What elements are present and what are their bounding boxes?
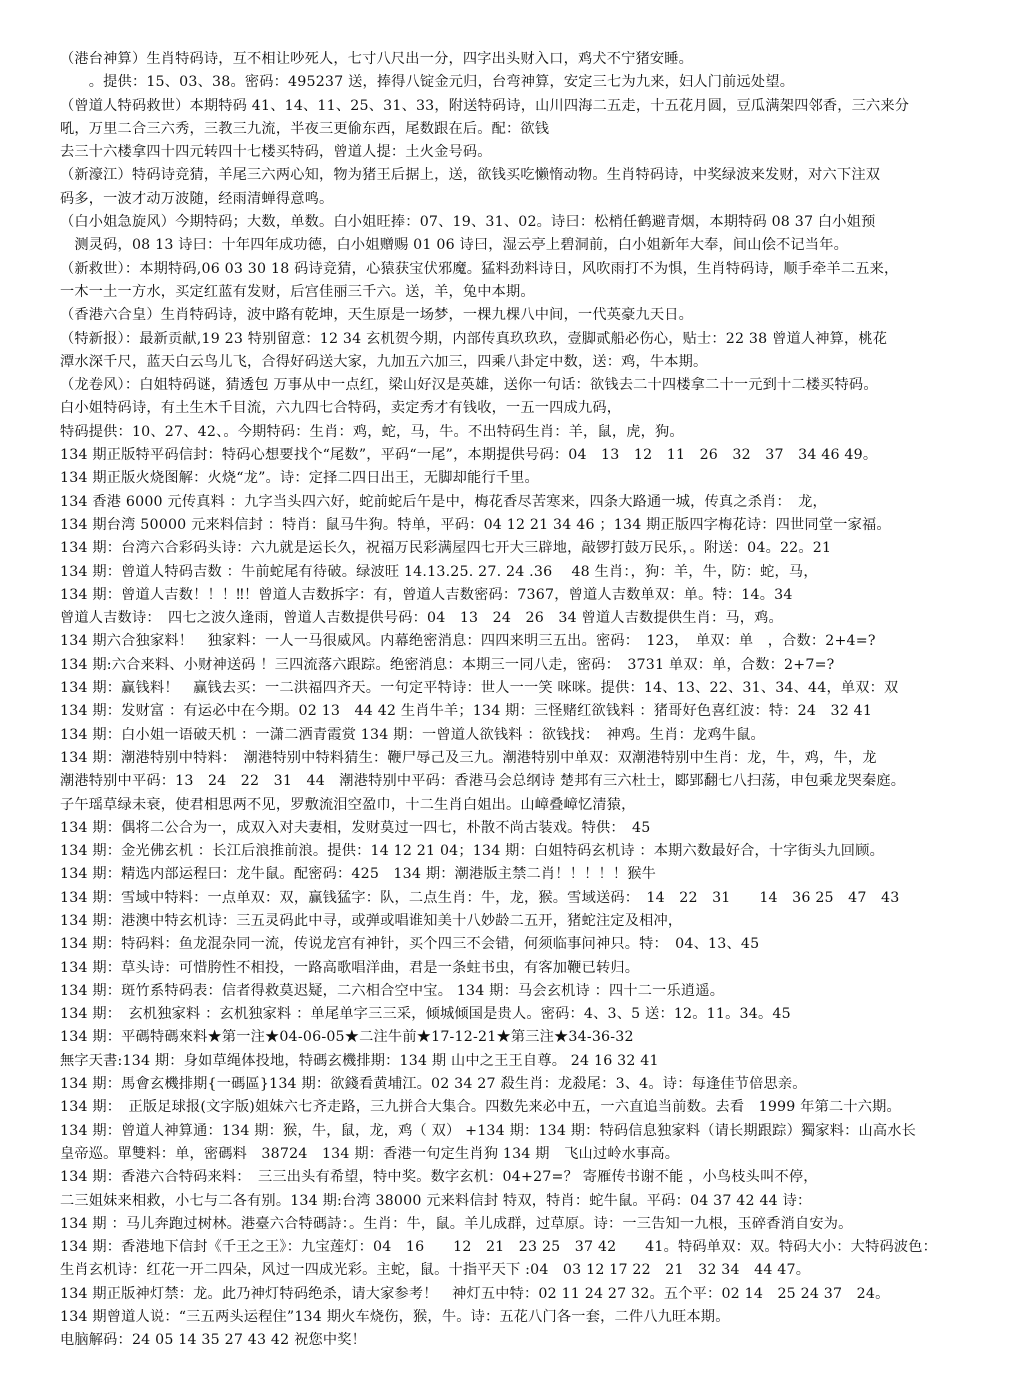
text-line: 134 期：平碼特碼來料★第一注★04-06-05★二注牛前★17-12-21★第三注★34-36-32: [60, 1029, 634, 1046]
text-line: 134 期：港澳中特玄机诗：三五灵码此中寻，或弹或唱谁知美十八妙龄二五开，猪蛇注定及相冲，: [60, 912, 683, 929]
text-line: 134 期：曾道人特码吉数 ：牛前蛇尾有待破。绿波旺 14.13.25. 27. 24 .36 48 生肖：，狗：羊，牛，防：蛇，马，: [60, 563, 818, 580]
text-line: 子午瑶草绿未衰，使君相思两不见，罗敷流泪空盈巾，十二生肖白姐出。山嶂叠嶂忆清猿，: [60, 796, 636, 813]
text-line: 134 期正版特平码信封：特码心想要找个“尾数”，平码“一尾”，本期提供号码：04 13 12 11 26 32 37 34 46 49。: [60, 447, 878, 464]
text-line: 134 期：白小姐一语破天机 ：一潇二洒青霞赏 134 期：一曾道人欲钱料 ：欲钱找： 神鸡。生肖：龙鸡牛鼠。: [60, 726, 765, 743]
text-line: 134 期：斑竹系特码表：信者得救莫迟疑，二六相合空中宝。 134 期：马会玄机诗 ：四十二一乐逍遥。: [60, 982, 725, 999]
text-line: （曾道人特码救世）本期特码 41、14、11、25、31、33，附送特码诗，山川四海二五走，十五花月圆，豆瓜满架四邻香，三六来分: [60, 97, 910, 114]
text-line: 吼，万里二合三六秀，三教三九流，半夜三更偷东西，尾数跟在后。配：欲钱: [60, 120, 550, 137]
text-line: 134 期：台湾六合彩码头诗：六九就是运长久，祝福万民彩满屋四七开大三辟地，敲锣打鼓万民乐，。附送：04。22。21: [60, 540, 832, 557]
text-line: 134 期正版火烧图解：火烧“龙”。诗：定择二四日出王，无脚却能行千里。: [60, 470, 539, 487]
text-line: 。提供：15、03、38。密码：495237 送，捧得八锭金元归，台弯神算，安定三七为九来，妇人门前远处望。: [60, 74, 795, 91]
text-line: 134 期：潮港特别中特料： 潮港特别中特料猜生：鞭尸辱己及三九。潮港特别中单双：双潮港特别中生肖：龙，牛，鸡，牛，龙: [60, 749, 877, 766]
text-line: （白小姐急旋风）今期特码；大数，单数。白小姐旺捧：07、19、31、02。诗曰：松梢任鹤避青烟，本期特码 08 37 白小姐预: [60, 214, 876, 231]
text-line: 134 期：香港六合特码来料： 三三出头有希望，特中奖。数字玄机：04+27=？ 寄雁传书谢不能 ，小鸟枝头叫不停，: [60, 1169, 818, 1186]
text-line: 134 期：曾道人吉数！！！‼！曾道人吉数拆字：有，曾道人吉数密码：7367，曾道人吉数单双：单。特：14。34: [60, 586, 793, 603]
text-line: 134 期： 正版足球报(文字版)姐妹六七齐走路，三九拼合大集合。四数先来必中五，一六直追当前数。去看 1999 年第二十六期。: [60, 1099, 901, 1116]
text-line: 134 期:六合来料、小财神送码 ！三四流落六跟踪。绝密消息：本期三一同八走，密码： 3731 单双：单，合数：2+7=?: [60, 656, 835, 673]
text-line: 無字天書:134 期：身如草绳体投地，特碼玄機排期：134 期 山中之王王自尊。 24 16 32 41: [60, 1052, 659, 1069]
text-line: 潭水深千尺，蓝天白云鸟儿飞，合得好码送大家，九加五六加三，四乘八卦定中数，送：鸡，牛本期。: [60, 353, 708, 370]
text-line: 134 期曾道人说：“三五两头运程住”134 期火车烧伤，猴，牛。诗：五花八门各一套，二件八九旺本期。: [60, 1309, 730, 1326]
text-line: （香港六合皇）生肖特码诗，波中路有乾坤，天生原是一场梦，一棵九棵八中间，一代英豪九天日。: [60, 307, 694, 324]
text-line: 134 期正版神灯禁：龙。此乃神灯特码绝杀，请大家参考！ 神灯五中特：02 11 24 27 32。五个平：02 14 25 24 37 24。: [60, 1285, 890, 1302]
text-line: 134 期：发财富 ：有运必中在今期。02 13 44 42 生肖牛羊；134 期：三怪赌红欲钱料 ：猪哥好色喜红波：特：24 32 41: [60, 703, 873, 720]
text-line: 134 期：精选内部运程曰：龙牛鼠。配密码：425 134 期：潮港版主禁二肖！！！！！猴牛: [60, 866, 657, 883]
text-line: 134 期台湾 50000 元来料信封 ：特肖：鼠马牛狗。特单，平码：04 12 21 34 46 ；134 期正版四字梅花诗：四世同堂一家福。: [60, 516, 891, 533]
text-line: 134 期六合独家料！ 独家料：一人一马很威风。内幕绝密消息：四四来明三五出。密码： 123， 单双：单 ，合数：2+4=?: [60, 633, 876, 650]
text-line: 白小姐特码诗，有土生木千目流，六九四七合特码，卖定秀才有钱收，一五一四成九码，: [60, 400, 622, 417]
text-line: 134 期：特码料：鱼龙混杂同一流，传说龙宫有神针，买个四三不会错，何须临事问神只。特： 04、13、45: [60, 936, 760, 953]
text-line: 皇帝巡。單雙料：单，密碼料 38724 134 期：香港一句定生肖狗 134 期 飞山过岭水事高。: [60, 1145, 680, 1162]
text-line: （特新报）：最新贡献,19 23 特别留意：12 34 玄机贺今期，内部传真玖玖玖，壹脚贰船必伤心，贴士：22 38 曾道人神算，桃花: [60, 330, 888, 347]
text-line: 二三姐妹来相救，小七与二各有别。134 期:台湾 38000 元来料信封 特双，特肖：蛇牛鼠。平码：04 37 42 44 诗：: [60, 1192, 812, 1209]
text-line: （港台神算）生肖特码诗，互不相让吵死人，七寸八尺出一分，四字出头财入口，鸡犬不宁猪安睡。: [60, 51, 694, 67]
text-line: 曾道人吉数诗： 四七之波久逢雨，曾道人吉数提供号码：04 13 24 26 34 曾道人吉数提供生肖：马，鸡。: [60, 610, 783, 627]
text-line: 134 期：金光佛玄机 ：长江后浪推前浪。提供：14 12 21 04；134 期：白姐特码玄机诗 ：本期六数最好合，十字街头九回顾。: [60, 843, 884, 860]
text-line: 134 期：草头诗：可惜胯性不相投，一路高歌唱洋曲，君是一条蛀书虫，有客加鞭已转归。: [60, 959, 640, 976]
text-line: （新濠江）特码诗竞猜，羊尾三六两心知，物为猪王后据上，送，欲钱买吃懒惰动物。生肖特码诗，中奖绿波来发财，对六下注双: [60, 167, 881, 184]
text-line: 134 期：馬會玄機排期{一碼區}134 期：欲錢看黄埔江。02 34 27 殺生肖：龙殺尾：3、4。诗：每逢佳节倍思亲。: [60, 1076, 807, 1093]
text-line: （新救世）：本期特码,06 03 30 18 码诗竞猜，心猿获宝伏邪魔。猛料劲料诗日，风吹雨打不为惧，生肖特码诗，顺手牵羊二五来，: [60, 260, 899, 277]
text-line: 一木一土一方水，买定红蓝有发财，后宫佳丽三千六。送，羊，兔中本期。: [60, 283, 535, 300]
text-line: 134 期： 玄机独家料 ：玄机独家料 ：单尾单字三三采，倾城倾国是贵人。密码：4、3、5 送：12。11。34。45: [60, 1006, 791, 1023]
text-line: 生肖玄机诗：红花一开二四朵，风过一四成光彩。主蛇，鼠。十指平天下 :04 03 12 17 22 21 32 34 44 47。: [60, 1262, 811, 1279]
text-line: 去三十六楼拿四十四元转四十七楼买特码，曾道人提：土火金号码。: [60, 144, 492, 161]
text-line: 测灵码，08 13 诗曰：十年四年成功德，白小姐赠赐 01 06 诗曰，湿云亭上碧洞前，白小姐新年大奉，间山侩不记当年。: [60, 237, 848, 254]
text-line: 134 期：雪域中特料：一点单双：双，赢钱猛字：队，二点生肖：牛，龙，猴。雪域送码： 14 22 31 14 36 25 47 43: [60, 889, 900, 906]
text-line: 电脑解码：24 05 14 35 27 43 42 祝您中奖！: [60, 1332, 367, 1349]
text-line: 潮港特别中平码：13 24 22 31 44 潮港特别中平码：香港马会总纲诗 楚邦有三六杜士，郾郢翻七八扫荡，申包乘龙哭秦庭。: [60, 773, 906, 790]
text-line: 134 期：赢钱料！ 赢钱去买：一二洪福四齐天。一句定平特诗：世人一一笑 咪咪。提供：14、13、22、31、34、44，单双：双: [60, 680, 899, 697]
text-line: 134 期：曾道人神算通：134 期：猴，牛，鼠，龙，鸡（ 双） +134 期：134 期：特码信息独家料（请长期跟踪）獨家料：山高水长: [60, 1122, 917, 1139]
text-line: 码多，一波才动万波随，经雨清蝉得意鸣。: [60, 190, 334, 207]
text-line: 134 期 ：马儿奔跑过树林。港臺六合特碼詩：。生肖：牛，鼠。羊儿成群，过草原。诗：一三告知一九根，玉碎香消自安为。: [60, 1215, 853, 1232]
text-line: （龙卷风）：白姐特码谜，猜透包 万事从中一点红，梁山好汉是英雄，送你一句话：欲钱去二十四楼拿二十一元到十二楼买特码。: [60, 377, 878, 394]
text-line: 134 香港 6000 元传真料 ：九字当头四六好，蛇前蛇后午是中，梅花香尽苦寒来，四条大路通一城，传真之杀肖： 龙，: [60, 493, 827, 510]
text-line: 134 期：偶将二公合为一，成双入对夫妻相，发财莫过一四七，朴散不尚古装戏。特供： 45: [60, 819, 651, 836]
text-line: 134 期：香港地下信封《千王之王》：九宝莲灯：04 16 12 21 23 25 37 42 41。特码单双：双。特码大小：大特码波色：: [60, 1239, 938, 1256]
text-line: 特码提供：10、27、42、。今期特码：生肖：鸡，蛇，马，牛。不出特码生肖：羊，鼠，虎，狗。: [60, 423, 684, 440]
